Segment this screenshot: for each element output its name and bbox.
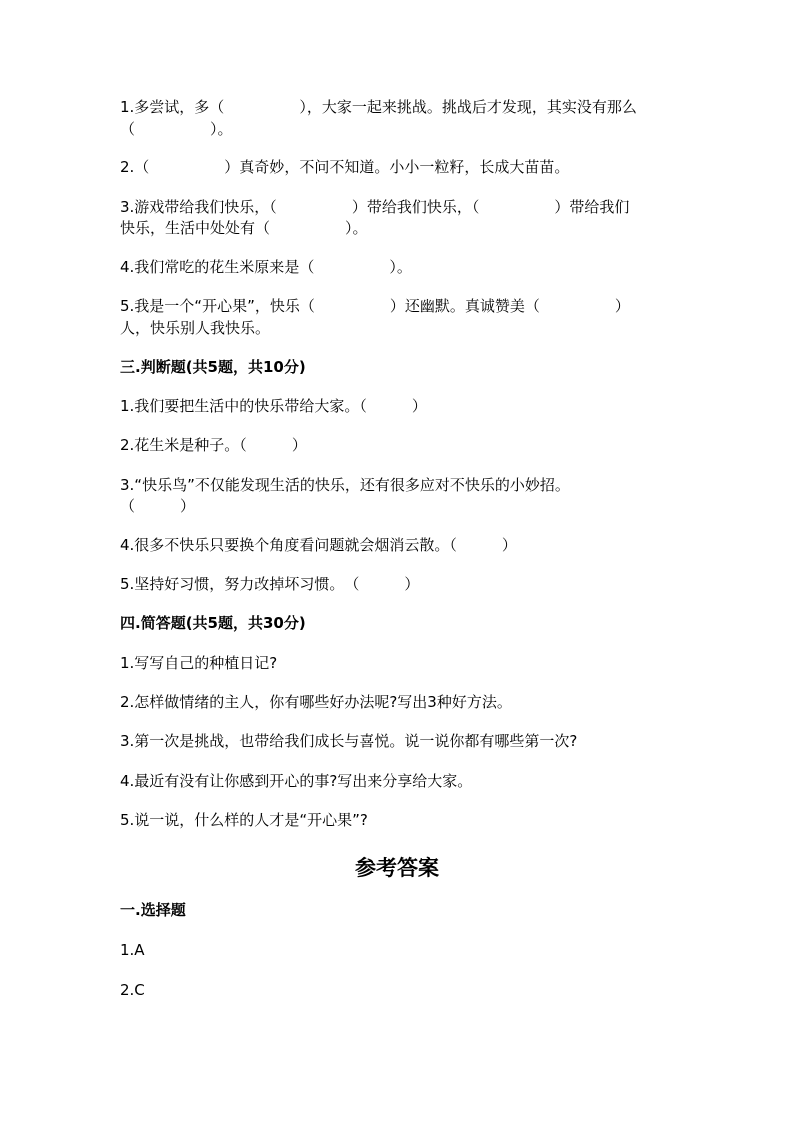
short-answer-q1: 1.写写自己的种植日记? xyxy=(120,654,278,672)
short-answer-q4: 4.最近有没有让你感到开心的事?写出来分享给大家。 xyxy=(120,772,473,790)
true-false-heading: 三.判断题(共5题，共10分) xyxy=(120,358,306,376)
short-answer-q2: 2.怎样做情绪的主人，你有哪些好办法呢?写出3种好方法。 xyxy=(120,693,512,711)
true-false-q3-line2: （ ） xyxy=(120,497,196,515)
short-answer-q3: 3.第一次是挑战，也带给我们成长与喜悦。说一说你都有哪些第一次? xyxy=(120,732,578,750)
fill-in-q3-line1: 3.游戏带给我们快乐，（ ）带给我们快乐，（ ）带给我们 xyxy=(120,198,630,216)
fill-in-q3-line2: 快乐，生活中处处有（ ）。 xyxy=(120,219,368,237)
short-answer-q5: 5.说一说，什么样的人才是“开心果”? xyxy=(120,811,368,829)
short-answer-heading: 四.简答题(共5题，共30分) xyxy=(120,614,306,632)
answers-title: 参考答案 xyxy=(355,856,439,880)
fill-in-q1-line1: 1.多尝试，多（ ），大家一起来挑战。挑战后才发现，其实没有那么 xyxy=(120,98,637,116)
true-false-q5: 5.坚持好习惯，努力改掉坏习惯。 （ ） xyxy=(120,575,420,593)
true-false-q2: 2.花生米是种子。（ ） xyxy=(120,436,307,454)
true-false-q1: 1.我们要把生活中的快乐带给大家。（ ） xyxy=(120,397,427,415)
answer-2: 2.C xyxy=(120,981,145,999)
answers-section-heading: 一.选择题 xyxy=(120,901,186,919)
fill-in-q2: 2.（ ）真奇妙，不问不知道。小小一粒籽，长成大苗苗。 xyxy=(120,158,570,176)
fill-in-q5-line2: 人，快乐别人我快乐。 xyxy=(120,319,271,337)
fill-in-q5-line1: 5.我是一个“开心果”，快乐（ ）还幽默。真诚赞美（ ） xyxy=(120,297,630,315)
true-false-q3-line1: 3.“快乐鸟”不仅能发现生活的快乐，还有很多应对不快乐的小妙招。 xyxy=(120,476,570,494)
fill-in-q1-line2: （ ）。 xyxy=(120,120,233,138)
answer-1: 1.A xyxy=(120,941,145,959)
fill-in-q4: 4.我们常吃的花生米原来是（ ）。 xyxy=(120,258,412,276)
true-false-q4: 4.很多不快乐只要换个角度看问题就会烟消云散。（ ） xyxy=(120,536,517,554)
